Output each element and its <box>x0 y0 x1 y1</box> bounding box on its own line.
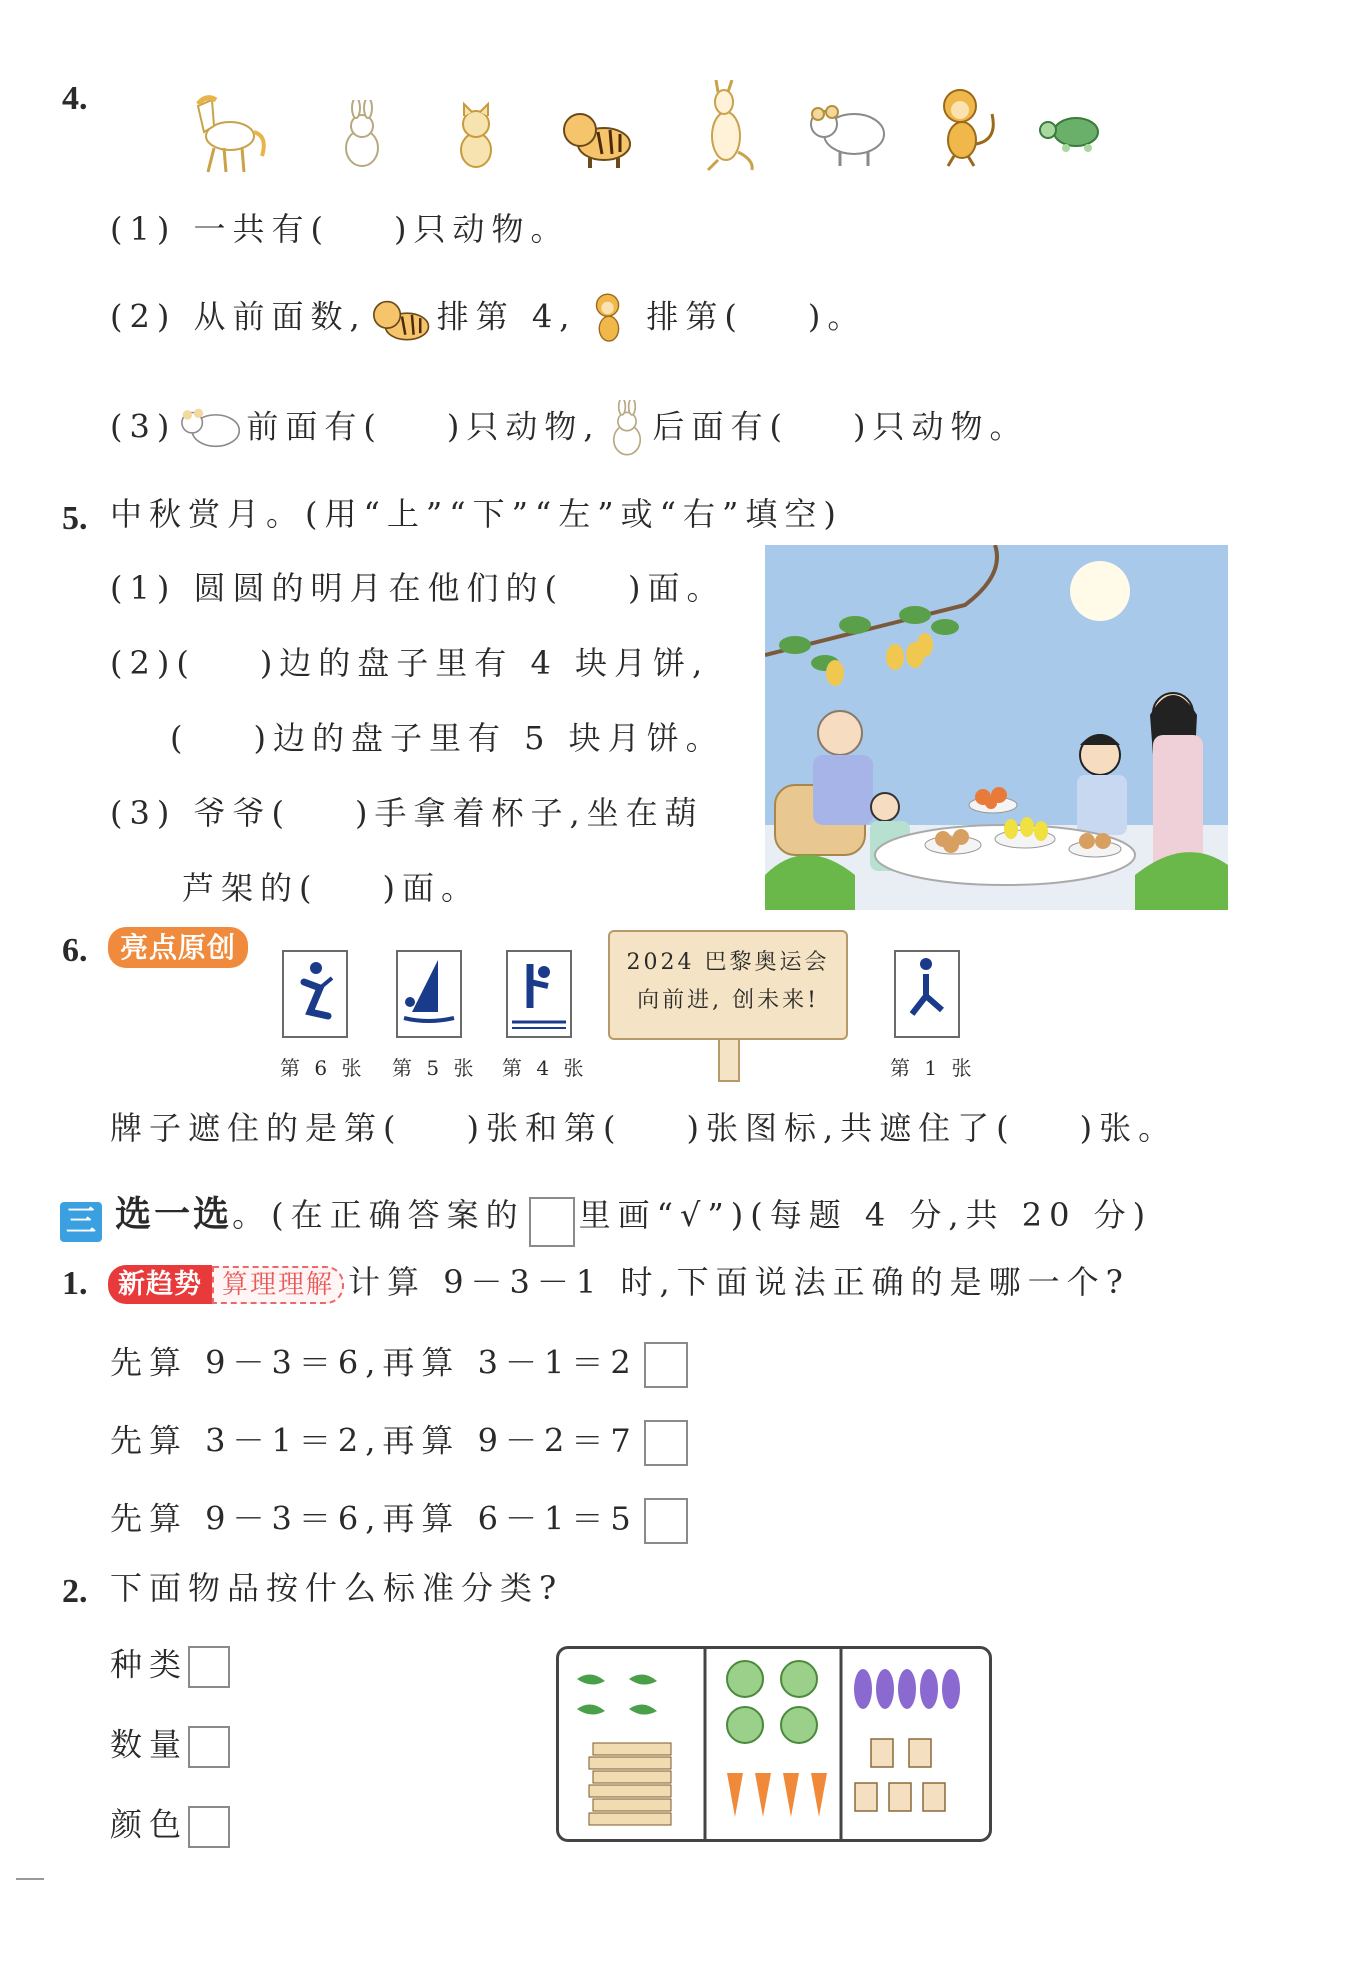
section-desc-a: 。(在正确答案的 <box>232 1196 525 1234</box>
option-text: 先算 3－1＝2,再算 9－2＝7 <box>110 1421 638 1460</box>
sport-pictogram-4 <box>506 950 572 1038</box>
q6-sentence <box>110 1109 1178 1147</box>
carrot-icons <box>727 1773 827 1817</box>
monkey-icon <box>578 290 644 348</box>
horse-icon <box>182 86 272 178</box>
pictogram-label-4: 第 4 张 <box>502 1056 588 1080</box>
sheep-icon <box>178 400 244 458</box>
section-3-header <box>60 1186 1152 1247</box>
q5-l2-suffix: )边的盘子里有 4 块月饼, <box>259 644 710 682</box>
sign-line-1: 2024 巴黎奥运会 <box>626 950 830 975</box>
section-number-icon: 三 <box>60 1202 102 1242</box>
q4-p2-suffix: )。 <box>807 297 867 336</box>
select-question-number-2: 2. <box>62 1573 88 1610</box>
question-number-6: 6. <box>62 932 88 969</box>
q4-p3-prefix: (3) <box>110 407 177 446</box>
section-title: 选一选 <box>115 1194 233 1235</box>
q5-l1-suffix: )面。 <box>628 569 726 607</box>
pictogram-label-6: 第 6 张 <box>280 1056 366 1080</box>
checkbox-color[interactable] <box>188 1806 230 1848</box>
option-text: 先算 9－3＝6,再算 6－1＝5 <box>110 1499 638 1538</box>
q4-p1-suffix: )只动物。 <box>394 210 570 248</box>
q4-line-1 <box>110 210 570 248</box>
pictogram-label-5: 第 5 张 <box>392 1056 478 1080</box>
q6-s-suffix: )张。 <box>1079 1109 1178 1147</box>
rabbit-icon <box>603 400 651 458</box>
option-text: 先算 9－3＝6,再算 3－1＝2 <box>110 1343 638 1382</box>
q4-p3-suffix: )只动物。 <box>853 407 1029 446</box>
q5-l3-suffix: )边的盘子里有 5 块月饼。 <box>253 719 725 757</box>
q5-title: 中秋赏月。(用“上”“下”“左”或“右”填空) <box>110 495 843 533</box>
item-groups-figure <box>556 1646 992 1842</box>
page-corner-mark <box>16 1878 44 1880</box>
original-highlight-badge <box>108 926 248 966</box>
q5-line-3 <box>170 719 725 757</box>
select-q1-option-3 <box>110 1498 688 1544</box>
turtle-icon <box>1036 106 1106 154</box>
select-question-number-1: 1. <box>62 1265 88 1302</box>
option-text: 颜色 <box>110 1805 189 1844</box>
sheep-icon <box>806 96 890 168</box>
q4-p2-mid: 排第 4, <box>436 297 577 336</box>
q6-s-mid2: )张图标,共遮住了( <box>686 1109 1016 1147</box>
q4-p1-prefix: (1) 一共有( <box>110 210 330 248</box>
cabbage-icons <box>727 1661 817 1743</box>
select-q2-option-1 <box>110 1646 230 1688</box>
q5-l2-prefix: (2)( <box>110 644 196 682</box>
pictogram-label-1: 第 1 张 <box>890 1056 976 1080</box>
olympics-sign <box>608 930 848 1040</box>
select-q1-header <box>108 1262 1130 1301</box>
q5-l3-prefix: ( <box>170 719 190 757</box>
question-number-4: 4. <box>62 80 88 117</box>
reasoning-badge: 算理理解 <box>212 1266 344 1304</box>
q5-l4-prefix: (3) 爷爷( <box>110 794 291 832</box>
q5-l5-prefix: 芦架的( <box>182 869 319 907</box>
select-q1-option-2 <box>110 1420 688 1466</box>
q6-s-mid: )张和第( <box>466 1109 623 1147</box>
monkey-icon <box>928 84 1002 168</box>
select-q1-text: 计算 9－3－1 时,下面说法正确的是哪一个? <box>348 1263 1130 1301</box>
sport-pictogram-5 <box>396 950 462 1038</box>
kangaroo-icon <box>694 80 756 172</box>
sport-pictogram-6 <box>282 950 348 1038</box>
sport-pictogram-1 <box>894 950 960 1038</box>
badge-text: 亮点原创 <box>108 927 248 968</box>
section-desc-b: 里画“√”)(每题 4 分,共 20 分) <box>578 1196 1153 1234</box>
select-q2-option-3 <box>110 1806 230 1848</box>
book-stack-icon <box>589 1743 671 1825</box>
sign-post <box>718 1040 740 1082</box>
answer-box-example <box>529 1197 575 1247</box>
moon <box>1070 561 1130 621</box>
checkbox-option-1[interactable] <box>644 1342 688 1388</box>
q5-l5-suffix: )面。 <box>382 869 480 907</box>
select-q2-option-2 <box>110 1726 230 1768</box>
checkbox-category[interactable] <box>188 1646 230 1688</box>
q5-line-5 <box>182 869 480 907</box>
question-number-5: 5. <box>62 500 88 537</box>
q4-line-3 <box>110 400 1029 458</box>
cat-icon <box>450 100 502 170</box>
eggplant-icons <box>854 1669 960 1709</box>
select-q1-option-1 <box>110 1342 688 1388</box>
tiger-icon <box>560 100 636 170</box>
select-q2-text: 下面物品按什么标准分类? <box>110 1569 564 1607</box>
q5-line-1 <box>110 569 726 607</box>
q5-line-2 <box>110 644 710 682</box>
q4-p2-prefix: (2) 从前面数, <box>110 297 367 336</box>
juice-box-icons <box>855 1739 945 1811</box>
checkbox-quantity[interactable] <box>188 1726 230 1768</box>
q5-line-4 <box>110 794 704 832</box>
q5-l1-prefix: (1) 圆圆的明月在他们的( <box>110 569 564 607</box>
sign-line-2: 向前进, 创未来! <box>637 988 819 1013</box>
q6-s-prefix: 牌子遮住的是第( <box>110 1109 403 1147</box>
option-text: 数量 <box>110 1725 189 1764</box>
rabbit-icon <box>334 100 390 170</box>
q5-l4-suffix: )手拿着杯子,坐在葫 <box>355 794 704 832</box>
q4-p2-mid2: 排第( <box>646 297 744 336</box>
tiger-icon <box>369 290 435 348</box>
checkbox-option-2[interactable] <box>644 1420 688 1466</box>
option-text: 种类 <box>110 1645 189 1684</box>
q4-p3-mid3: 后面有( <box>652 407 789 446</box>
q4-p3-mid: 前面有( <box>246 407 383 446</box>
mid-autumn-illustration <box>765 545 1228 910</box>
q4-p3-mid2: )只动物, <box>446 407 601 446</box>
green-pepper-icons <box>577 1674 657 1714</box>
q4-line-2 <box>110 290 866 348</box>
checkbox-option-3[interactable] <box>644 1498 688 1544</box>
new-trend-badge: 新趋势 <box>108 1265 212 1304</box>
